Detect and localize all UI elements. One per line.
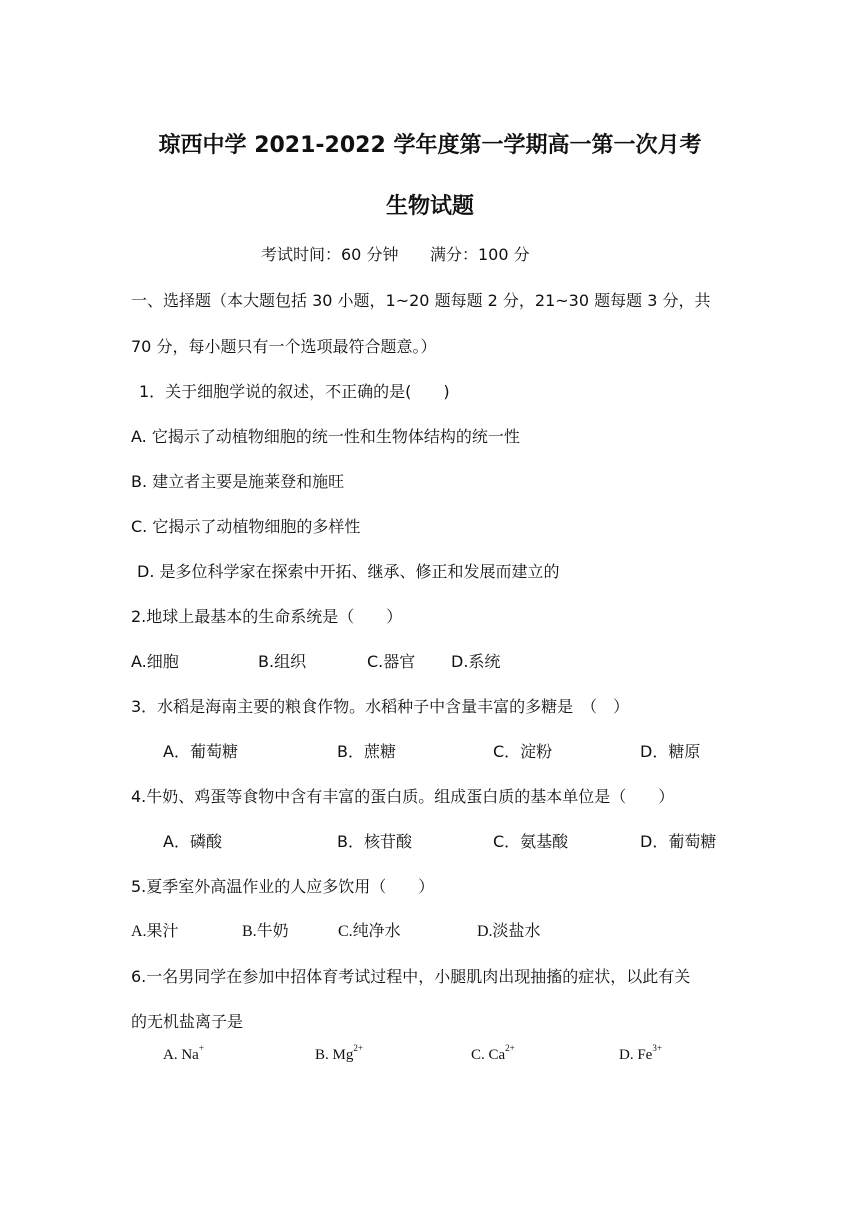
ion-symbol: A. Na bbox=[163, 1047, 199, 1063]
ion-charge: 3+ bbox=[652, 1043, 662, 1053]
subject-title: 生物试题 bbox=[385, 194, 474, 219]
question-1-option-c: C. 它揭示了动植物细胞的多样性 bbox=[131, 517, 361, 536]
question-3-option-c: C．淀粉 bbox=[493, 742, 553, 761]
question-4-option-c: C．氨基酸 bbox=[493, 832, 569, 851]
question-4-option-a: A．磷酸 bbox=[163, 832, 222, 851]
question-3-option-a: A．葡萄糖 bbox=[163, 742, 238, 761]
ion-charge: 2+ bbox=[505, 1043, 515, 1053]
question-2-option-a: A.细胞 bbox=[131, 652, 179, 671]
ion-charge: + bbox=[198, 1043, 204, 1053]
question-5-option-b: B.牛奶 bbox=[242, 923, 289, 940]
question-3-option-b: B．蔗糖 bbox=[337, 742, 396, 761]
ion-charge: 2+ bbox=[353, 1043, 363, 1053]
question-6-option-c bbox=[471, 1045, 515, 1065]
question-5-option-a: A.果汁 bbox=[131, 923, 179, 940]
question-3-stem: 3．水稻是海南主要的粮食作物。水稻种子中含量丰富的多糖是 （ ） bbox=[131, 697, 630, 716]
question-3-option-d: D．糖原 bbox=[640, 742, 701, 761]
question-1-option-a: A. 它揭示了动植物细胞的统一性和生物体结构的统一性 bbox=[131, 427, 520, 446]
question-2-option-d: D.系统 bbox=[451, 652, 501, 671]
section-heading-line2: 70 分，每小题只有一个选项最符合题意。） bbox=[131, 337, 437, 356]
exam-title: 琼西中学 2021-2022 学年度第一学期高一第一次月考 bbox=[158, 133, 702, 158]
question-6-option-d bbox=[619, 1045, 662, 1065]
ion-symbol: B. Mg bbox=[315, 1047, 354, 1063]
question-1-option-d: D. 是多位科学家在探索中开拓、继承、修正和发展而建立的 bbox=[137, 562, 560, 581]
question-6-option-b bbox=[315, 1045, 363, 1065]
question-4-option-d: D．葡萄糖 bbox=[640, 832, 717, 851]
question-6-option-a bbox=[163, 1045, 204, 1065]
question-2-option-c: C.器官 bbox=[367, 652, 416, 671]
section-heading-line1: 一、选择题（本大题包括 30 小题，1~20 题每题 2 分，21~30 题每题 3 分，共 bbox=[131, 291, 711, 310]
question-6-stem-line2: 的无机盐离子是 bbox=[131, 1012, 244, 1031]
question-5-option-d: D.淡盐水 bbox=[477, 923, 541, 940]
question-6-stem-line1: 6.一名男同学在参加中招体育考试过程中，小腿肌肉出现抽搐的症状，以此有关 bbox=[131, 967, 691, 986]
ion-symbol: C. Ca bbox=[471, 1047, 506, 1063]
question-2-option-b: B.组织 bbox=[258, 652, 307, 671]
question-4-option-b: B．核苷酸 bbox=[337, 832, 412, 851]
exam-time: 考试时间：60 分钟 bbox=[261, 245, 399, 264]
ion-symbol: D. Fe bbox=[619, 1047, 653, 1063]
question-4-stem: 4.牛奶、鸡蛋等食物中含有丰富的蛋白质。组成蛋白质的基本单位是（ ） bbox=[131, 787, 675, 806]
question-1-stem: 1．关于细胞学说的叙述，不正确的是( ) bbox=[139, 382, 450, 401]
full-score: 满分：100 分 bbox=[430, 245, 530, 264]
question-5-stem: 5.夏季室外高温作业的人应多饮用（ ） bbox=[131, 877, 435, 896]
question-5-option-c: C.纯净水 bbox=[338, 923, 401, 940]
question-2-stem: 2.地球上最基本的生命系统是（ ） bbox=[131, 607, 403, 626]
question-1-option-b: B. 建立者主要是施莱登和施旺 bbox=[131, 472, 345, 491]
